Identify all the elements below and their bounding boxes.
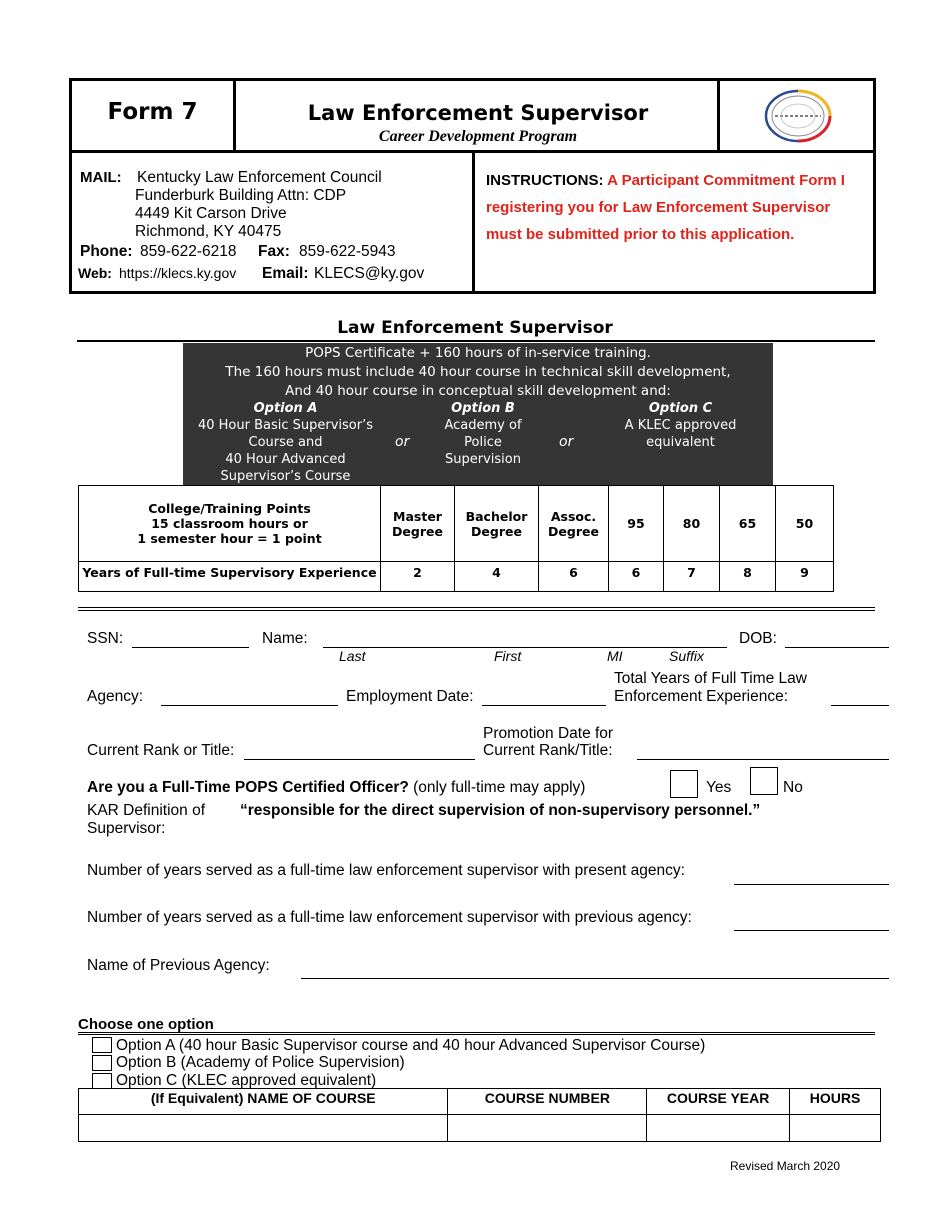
agency-label: Agency:: [87, 688, 144, 705]
column-header: (If Equivalent) NAME OF COURSE: [79, 1089, 448, 1115]
column-header: HOURS: [790, 1089, 881, 1115]
name-part-suffix: Suffix: [669, 648, 705, 664]
mail-line: Funderburk Building Attn: CDP: [135, 187, 347, 204]
table-row: [79, 1115, 881, 1142]
total-years-label: Total Years of Full Time Law: [614, 670, 807, 687]
option-c-block: [603, 400, 758, 451]
pops-question-note: (only full-time may apply): [408, 779, 586, 796]
name-field[interactable]: [323, 647, 727, 648]
phone-label: Phone:: [80, 243, 133, 260]
web-link[interactable]: https://klecs.ky.gov: [119, 265, 237, 281]
table-cell: 80: [664, 486, 720, 562]
years-present-field[interactable]: [734, 884, 889, 885]
course-number-cell[interactable]: [448, 1115, 647, 1142]
option-b-label: Option B (Academy of Police Supervision): [116, 1054, 405, 1071]
requirement-line: The 160 hours must include 40 hour course in technical skill development,: [225, 364, 731, 380]
revised-date: Revised March 2020: [730, 1159, 841, 1173]
table-cell: 6: [609, 562, 664, 592]
name-part-mi: MI: [607, 648, 623, 664]
mail-line: Kentucky Law Enforcement Council: [137, 169, 382, 186]
divider: [77, 340, 875, 342]
points-table: [78, 485, 834, 592]
option-a-label: Option A (40 hour Basic Supervisor course and 40 hour Advanced Supervisor Course): [116, 1037, 706, 1054]
option-c-label: Option C (KLEC approved equivalent): [116, 1072, 377, 1089]
table-row: [79, 486, 834, 562]
mail-label: MAIL:: [80, 169, 122, 186]
current-rank-label: Current Rank or Title:: [87, 742, 235, 759]
option-line: equivalent: [646, 435, 715, 450]
mail-line: Richmond, KY 40475: [135, 223, 282, 240]
years-previous-field[interactable]: [734, 930, 889, 931]
dob-label: DOB:: [739, 630, 777, 647]
option-c-checkbox[interactable]: [92, 1073, 112, 1089]
form-number: Form 7: [72, 81, 236, 150]
option-line: Police: [464, 435, 502, 450]
option-line: A KLEC approved: [624, 418, 737, 433]
email-label: Email:: [262, 265, 309, 282]
requirements-panel: [183, 343, 773, 486]
pops-question-bold: Are you a Full-Time POPS Certified Officer?: [87, 779, 409, 796]
table-cell: 65: [720, 486, 776, 562]
pops-question: [87, 779, 585, 797]
option-line: Course and: [248, 435, 323, 450]
table-cell: [455, 486, 539, 562]
name-label: Name:: [262, 630, 308, 647]
course-name-cell[interactable]: [79, 1115, 448, 1142]
email-link[interactable]: KLECS@ky.gov: [314, 265, 425, 282]
fax-label: Fax:: [258, 243, 290, 260]
phone-number: 859-622-6218: [140, 243, 237, 260]
yes-checkbox[interactable]: [670, 770, 698, 798]
klec-cdp-seal-icon: [763, 88, 833, 144]
employment-date-label: Employment Date:: [346, 688, 474, 705]
header-top-row: [72, 81, 873, 153]
option-line: Academy of: [444, 418, 522, 433]
years-previous-label: Number of years served as a full-time law enforcement supervisor with previous agency:: [87, 909, 692, 926]
option-a-checkbox[interactable]: [92, 1037, 112, 1053]
kar-label: Supervisor:: [87, 820, 166, 837]
instructions-text: A Participant Commitment Form I registering you for Law Enforcement Supervisor must be submitted prior to this application.: [486, 172, 845, 243]
promotion-date-label: Promotion Date for: [483, 725, 614, 742]
cell-text: 15 classroom hours or: [151, 516, 308, 531]
no-label: No: [783, 779, 803, 796]
cell-text: College/Training Points: [148, 501, 311, 516]
table-cell: 8: [720, 562, 776, 592]
column-header: COURSE NUMBER: [448, 1089, 647, 1115]
cell-text: Assoc.: [550, 508, 597, 524]
agency-field[interactable]: [161, 705, 338, 706]
table-cell: 95: [609, 486, 664, 562]
requirement-line: POPS Certificate + 160 hours of in-service training.: [305, 345, 651, 361]
option-line: 40 Hour Advanced: [225, 452, 346, 467]
employment-date-field[interactable]: [482, 705, 606, 706]
total-years-label: Enforcement Experience:: [614, 688, 789, 705]
cell-text: Degree: [392, 523, 443, 539]
promotion-date-field[interactable]: [637, 759, 889, 760]
yes-label: Yes: [706, 779, 732, 796]
instructions-label: INSTRUCTIONS:: [486, 172, 604, 189]
option-title: Option C: [648, 401, 713, 416]
table-cell: 6: [539, 562, 609, 592]
divider: [78, 1032, 875, 1035]
table-cell: 2: [381, 562, 455, 592]
web-label: Web:: [78, 265, 112, 281]
logo-cell: [723, 81, 873, 150]
years-present-label: Number of years served as a full-time law enforcement supervisor with present agency:: [87, 862, 685, 879]
cell-text: Master: [393, 508, 442, 524]
option-b-checkbox[interactable]: [92, 1055, 112, 1071]
kar-label: KAR Definition of: [87, 802, 206, 819]
section-title: Law Enforcement Supervisor: [337, 318, 613, 338]
column-header: COURSE YEAR: [647, 1089, 790, 1115]
cell-text: 1 semester hour = 1 point: [137, 531, 322, 546]
table-cell: 9: [776, 562, 834, 592]
table-cell: [79, 486, 381, 562]
dob-field[interactable]: [785, 647, 889, 648]
course-table: [78, 1088, 881, 1142]
hours-cell[interactable]: [790, 1115, 881, 1142]
page-title: Law Enforcement Supervisor: [307, 101, 649, 125]
table-cell: 50: [776, 486, 834, 562]
table-row: [79, 562, 834, 592]
or-text: or: [395, 434, 410, 450]
kar-definition: “responsible for the direct supervision of non-supervisory personnel.”: [240, 802, 761, 819]
previous-agency-field[interactable]: [301, 978, 889, 979]
cell-text: Bachelor: [465, 508, 528, 524]
table-cell: [539, 486, 609, 562]
option-b-block: [423, 400, 543, 468]
table-cell: Years of Full-time Supervisory Experience: [79, 562, 381, 592]
current-rank-field[interactable]: [244, 759, 475, 760]
instructions: [478, 153, 873, 291]
mail-line: 4449 Kit Carson Drive: [135, 205, 287, 222]
previous-agency-label: Name of Previous Agency:: [87, 957, 270, 974]
ssn-label: SSN:: [87, 630, 124, 647]
option-line: Supervision: [445, 452, 521, 467]
course-year-cell[interactable]: [647, 1115, 790, 1142]
name-part-first: First: [494, 648, 522, 664]
promotion-date-label: Current Rank/Title:: [483, 742, 613, 759]
or-text: or: [559, 434, 574, 450]
name-part-last: Last: [339, 648, 366, 664]
section-divider: [78, 607, 875, 611]
cell-text: Degree: [471, 523, 522, 539]
requirement-line: And 40 hour course in conceptual skill development and:: [285, 383, 671, 399]
cell-text: Degree: [548, 523, 599, 539]
page-subtitle: Career Development Program: [378, 128, 578, 145]
table-cell: 4: [455, 562, 539, 592]
option-title: Option A: [253, 401, 318, 416]
option-title: Option B: [451, 401, 515, 416]
table-header-row: [79, 1089, 881, 1115]
title-cell: [239, 81, 720, 150]
no-checkbox[interactable]: [750, 767, 778, 795]
header-bottom-row: [72, 153, 873, 291]
form-header-box: [69, 78, 876, 294]
option-line: Supervisor’s Course: [220, 469, 351, 484]
choose-option-title: Choose one option: [78, 1016, 214, 1033]
table-cell: [381, 486, 455, 562]
total-years-field[interactable]: [831, 705, 889, 706]
table-cell: 7: [664, 562, 720, 592]
contact-info: [72, 153, 475, 291]
ssn-field[interactable]: [132, 647, 249, 648]
fax-number: 859-622-5943: [299, 243, 396, 260]
option-line: 40 Hour Basic Supervisor’s: [197, 418, 374, 433]
option-a-block: [193, 400, 378, 485]
